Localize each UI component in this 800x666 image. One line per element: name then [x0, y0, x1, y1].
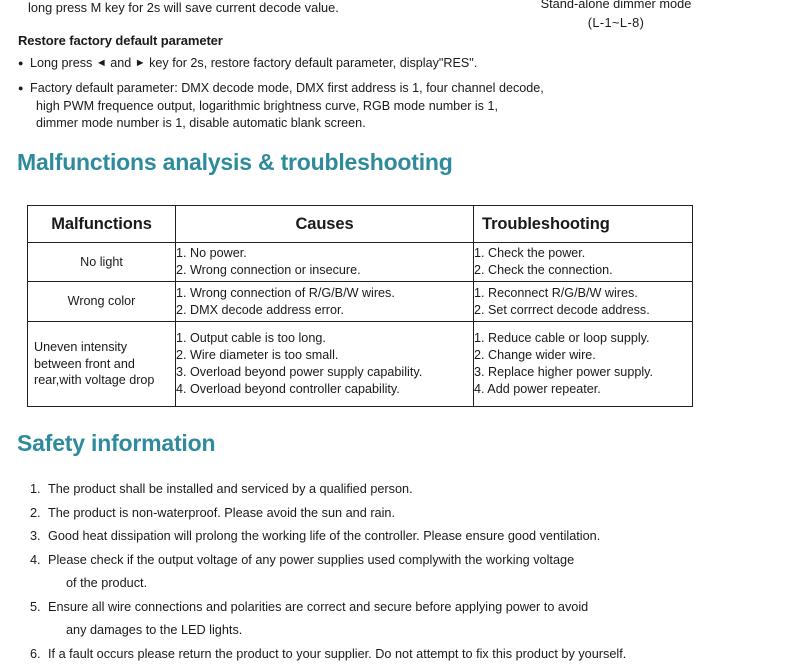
header-malfunctions: Malfunctions: [28, 206, 176, 243]
long-press-mid: and: [110, 56, 131, 70]
header-troubleshooting: Troubleshooting: [474, 206, 693, 243]
fix-line: 1. Reconnect R/G/B/W wires.: [474, 285, 692, 302]
cell-causes-no-light: [176, 243, 474, 282]
bullet-long-press-text: [18, 55, 477, 73]
section-heading-safety: Safety information: [17, 430, 215, 457]
list-item-text: Please check if the output voltage of any power supplies used complywith the working voltage: [48, 553, 574, 567]
list-item-text-cont: any damages to the LED lights.: [48, 619, 770, 643]
malfunction-line: between front and: [34, 357, 135, 371]
cell-malfunction-no-light: No light: [28, 243, 176, 282]
cause-line: 2. DMX decode address error.: [176, 302, 473, 319]
standalone-dimmer-title: Stand-alone dimmer mode: [466, 0, 766, 12]
header-causes: Causes: [176, 206, 474, 243]
fix-line: 1. Reduce cable or loop supply.: [474, 330, 692, 347]
malfunction-line: Uneven intensity: [34, 340, 127, 354]
list-item-number: 3.: [30, 525, 45, 549]
cell-troubleshooting-wrong-color: [474, 282, 693, 322]
section-heading-malfunctions: Malfunctions analysis & troubleshooting: [17, 149, 453, 176]
table-row: [28, 243, 693, 282]
cause-line: 1. Wrong connection of R/G/B/W wires.: [176, 285, 473, 302]
list-item-text: Good heat dissipation will prolong the working life of the controller. Please ensure good ventilation.: [48, 529, 600, 543]
fix-line: 2. Change wider wire.: [474, 347, 692, 364]
continued-decode-line: long press M key for 2s will save current decode value.: [28, 0, 339, 16]
fix-line: 2. Set corrrect decode address.: [474, 302, 692, 319]
cause-line: 4. Overload beyond controller capability.: [176, 381, 473, 398]
bullet-dot-icon: ●: [18, 55, 23, 73]
list-item-text: Ensure all wire connections and polarities are correct and secure before applying power to avoid: [48, 600, 588, 614]
cause-line: 2. Wrong connection or insecure.: [176, 262, 473, 279]
long-press-suffix: key for 2s, restore factory default parameter, display"RES".: [149, 56, 477, 70]
cause-line: 1. Output cable is too long.: [176, 330, 473, 347]
fix-line: 1. Check the power.: [474, 245, 692, 262]
list-item-number: 4.: [30, 549, 45, 573]
cell-troubleshooting-no-light: [474, 243, 693, 282]
bullet-factory-default-params: [18, 80, 544, 133]
troubleshooting-table: [27, 205, 693, 407]
list-item: [30, 643, 770, 666]
left-arrow-icon: ◄: [96, 57, 107, 69]
list-item: [30, 596, 770, 643]
factory-default-line-1: Factory default parameter: DMX decode mode, DMX first address is 1, four channel decode,: [18, 80, 544, 98]
list-item: [30, 478, 770, 502]
list-item-text-cont: of the product.: [48, 572, 770, 596]
fix-line: 4. Add power repeater.: [474, 381, 692, 398]
fix-line: 2. Check the connection.: [474, 262, 692, 279]
cause-line: 2. Wire diameter is too small.: [176, 347, 473, 364]
list-item-number: 6.: [30, 643, 45, 666]
fix-line: 3. Replace higher power supply.: [474, 364, 692, 381]
restore-factory-heading: Restore factory default parameter: [18, 33, 223, 48]
list-item-text: If a fault occurs please return the product to your supplier. Do not attempt to fix this product by yourself.: [48, 647, 626, 661]
list-item-text: The product is non-waterproof. Please avoid the sun and rain.: [48, 506, 395, 520]
bullet-dot-icon: ●: [18, 80, 23, 98]
cell-malfunction-wrong-color: Wrong color: [28, 282, 176, 322]
cell-malfunction-uneven-intensity: [28, 322, 176, 407]
table-row: [28, 282, 693, 322]
list-item: [30, 502, 770, 526]
cause-line: 3. Overload beyond power supply capability.: [176, 364, 473, 381]
table-row: [28, 322, 693, 407]
bullet-long-press-restore: [18, 55, 477, 73]
list-item-number: 5.: [30, 596, 45, 620]
list-item: [30, 525, 770, 549]
factory-default-line-2: high PWM frequence output, logarithmic brightness curve, RGB mode number is 1,: [18, 98, 544, 116]
list-item-number: 2.: [30, 502, 45, 526]
table-header-row: [28, 206, 693, 243]
troubleshooting-table-wrapper: [27, 205, 692, 407]
cause-line: 1. No power.: [176, 245, 473, 262]
cell-troubleshooting-uneven-intensity: [474, 322, 693, 407]
standalone-dimmer-range: (L-1~L-8): [466, 14, 766, 31]
factory-default-line-3: dimmer mode number is 1, disable automatic blank screen.: [18, 115, 544, 133]
safety-information-list: [30, 478, 770, 666]
cell-causes-wrong-color: [176, 282, 474, 322]
list-item: [30, 549, 770, 596]
right-arrow-icon: ►: [135, 57, 146, 69]
list-item-number: 1.: [30, 478, 45, 502]
list-item-text: The product shall be installed and serviced by a qualified person.: [48, 482, 413, 496]
cell-causes-uneven-intensity: [176, 322, 474, 407]
long-press-prefix: Long press: [30, 56, 92, 70]
standalone-dimmer-caption: [466, 0, 766, 31]
malfunction-line: rear,with voltage drop: [34, 373, 154, 387]
